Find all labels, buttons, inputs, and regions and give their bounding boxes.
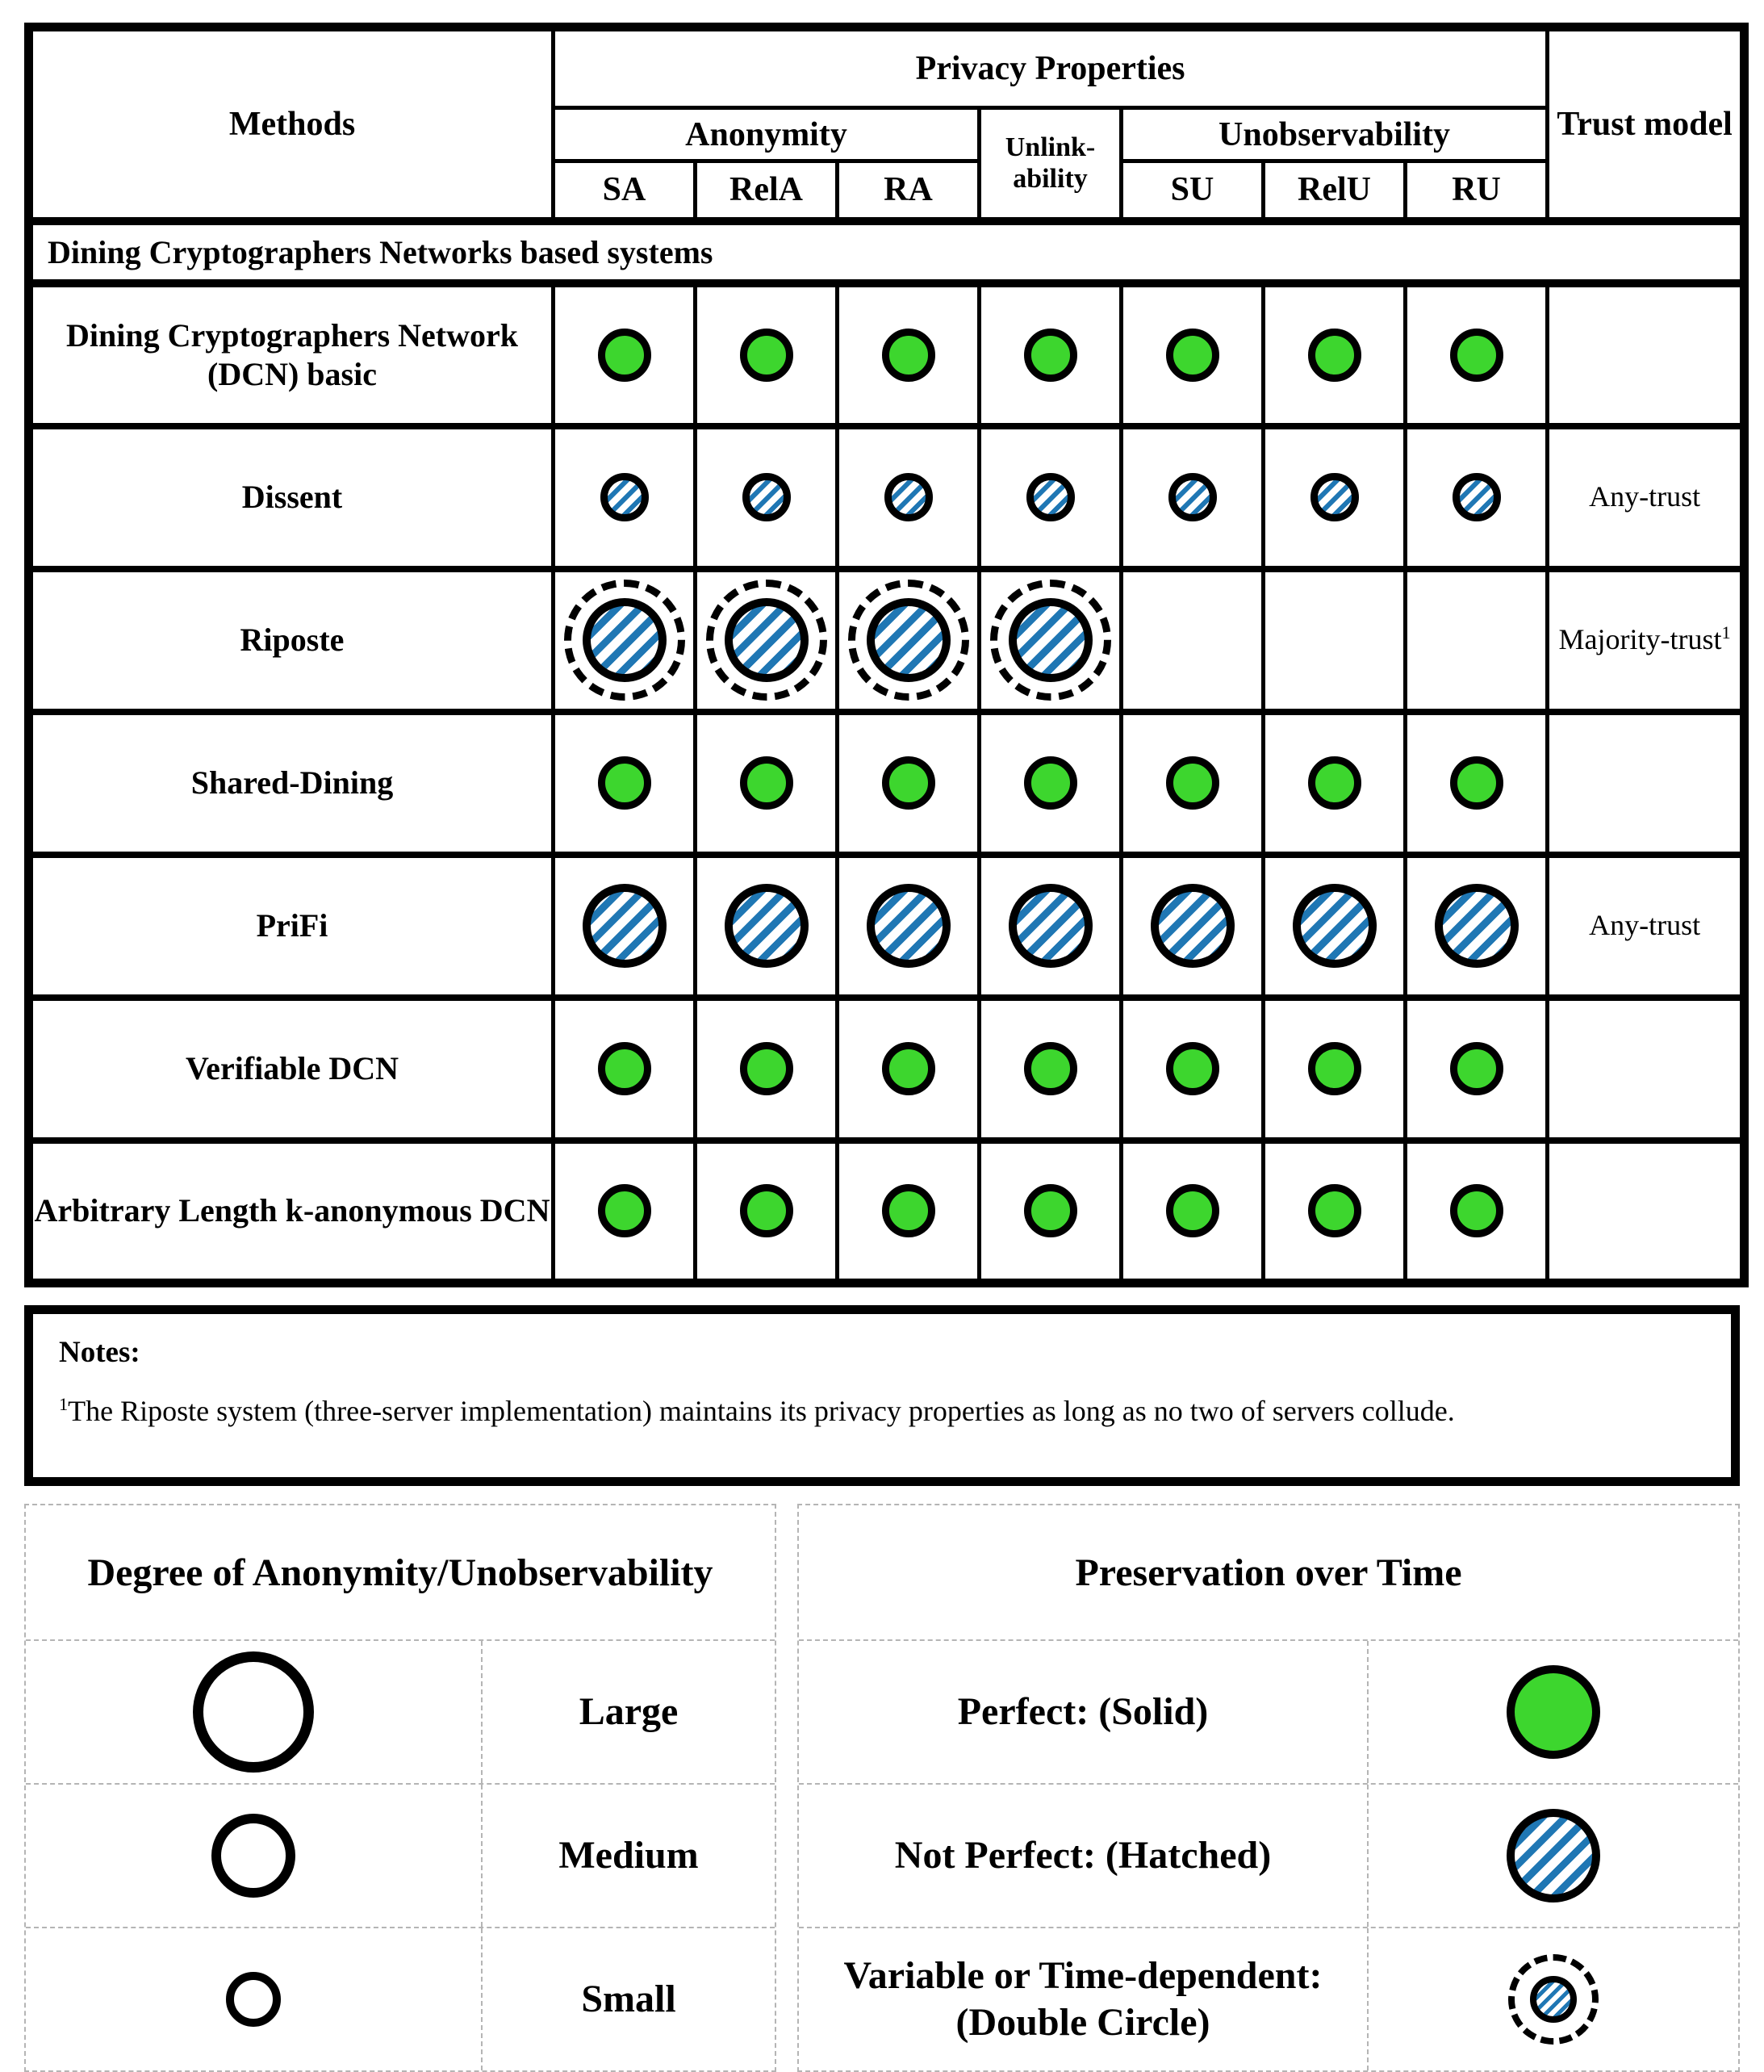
note-body: The Riposte system (three-server implementation) maintains its privacy properties as long as no two of servers collude. — [68, 1395, 1455, 1427]
rating-cell — [696, 712, 838, 855]
note-text — [59, 1394, 1705, 1428]
solid-circle-icon — [1450, 1042, 1503, 1095]
hatched-circle-icon — [1293, 884, 1377, 968]
legend-item-row — [799, 1783, 1738, 1927]
solid-circle-icon — [882, 329, 935, 382]
hatched-circle-icon — [742, 473, 791, 521]
hatched-circle-icon — [884, 473, 933, 521]
hatched-circle-icon — [1310, 473, 1359, 521]
trust-model-cell — [1548, 712, 1745, 855]
hatched-circle-icon — [867, 884, 951, 968]
hatched-circle-icon — [1507, 1809, 1600, 1902]
rating-cell — [696, 426, 838, 569]
hatched-circle-icon — [1009, 884, 1093, 968]
legend-preservation-title: Preservation over Time — [1075, 1551, 1462, 1594]
medium-circle-icon — [211, 1814, 295, 1898]
rating-cell — [554, 712, 696, 855]
rating-cell — [554, 283, 696, 426]
trust-model-value: Any-trust — [1589, 909, 1701, 942]
solid-circle-icon — [1166, 1184, 1219, 1237]
table-row — [29, 283, 1745, 426]
trust-model-header: Trust model — [1548, 27, 1745, 221]
rating-cell — [696, 283, 838, 426]
legend-item-row — [26, 1783, 775, 1927]
rating-cell — [980, 569, 1122, 712]
trust-model-cell — [1548, 569, 1745, 712]
trust-model-cell — [1548, 998, 1745, 1141]
solid-circle-icon — [1166, 756, 1219, 810]
rating-cell — [1122, 569, 1264, 712]
rating-cell — [980, 712, 1122, 855]
method-name-cell: Arbitrary Length k-anonymous DCN — [29, 1141, 554, 1283]
legend-degree-panel — [24, 1504, 776, 2072]
legend-label: Medium — [558, 1834, 699, 1877]
col-header-ru: RU — [1406, 161, 1548, 221]
rating-cell — [1122, 1141, 1264, 1283]
col-header-relu: RelU — [1264, 161, 1406, 221]
solid-circle-icon — [1308, 1042, 1361, 1095]
rating-cell — [1406, 1141, 1548, 1283]
rating-cell — [1264, 426, 1406, 569]
legend-item-row — [26, 1927, 775, 2070]
trust-model-value: Any-trust — [1589, 480, 1701, 513]
trust-model-value: Majority-trust — [1558, 623, 1722, 656]
legend-icon-cell — [26, 1928, 483, 2070]
col-header-su: SU — [1122, 161, 1264, 221]
unobservability-header: Unobservability — [1122, 108, 1548, 161]
rating-cell — [980, 426, 1122, 569]
rating-cell — [696, 1141, 838, 1283]
legend — [24, 1504, 1740, 2072]
rating-cell — [838, 569, 980, 712]
unlinkability-header: Unlink-ability — [980, 108, 1122, 221]
solid-circle-icon — [598, 756, 651, 810]
legend-icon-cell — [1369, 1785, 1738, 1927]
rating-cell — [1122, 855, 1264, 998]
rating-cell — [1122, 712, 1264, 855]
rating-cell — [1122, 283, 1264, 426]
legend-label: Not Perfect: (Hatched) — [799, 1785, 1369, 1927]
rating-cell — [838, 426, 980, 569]
rating-cell — [1264, 569, 1406, 712]
method-name-cell: Shared-Dining — [29, 712, 554, 855]
solid-circle-icon — [1024, 1042, 1077, 1095]
solid-circle-icon — [1024, 329, 1077, 382]
solid-circle-icon — [882, 1184, 935, 1237]
rating-cell — [554, 569, 696, 712]
rating-cell — [1264, 998, 1406, 1141]
solid-circle-icon — [1450, 329, 1503, 382]
comparison-table — [24, 23, 1749, 1287]
rating-cell — [838, 283, 980, 426]
rating-cell — [1406, 426, 1548, 569]
legend-icon-cell — [1369, 1928, 1738, 2070]
rating-cell — [554, 998, 696, 1141]
note-superscript: 1 — [59, 1394, 69, 1414]
rating-cell — [838, 1141, 980, 1283]
rating-cell — [980, 998, 1122, 1141]
section-header: Dining Cryptographers Networks based systems — [29, 221, 1745, 283]
hatched-circle-icon — [1009, 598, 1093, 682]
legend-icon-cell — [26, 1785, 483, 1927]
rating-cell — [1406, 998, 1548, 1141]
small-circle-icon — [226, 1972, 281, 2027]
section-header-row — [29, 221, 1745, 283]
rating-cell — [980, 855, 1122, 998]
trust-model-cell — [1548, 855, 1745, 998]
hatched-circle-icon — [725, 598, 809, 682]
rating-cell — [1406, 712, 1548, 855]
rating-cell — [696, 569, 838, 712]
legend-icon-cell — [1369, 1641, 1738, 1783]
rating-cell — [838, 712, 980, 855]
method-name-cell: Riposte — [29, 569, 554, 712]
legend-item-row — [799, 1927, 1738, 2070]
rating-cell — [838, 855, 980, 998]
trust-superscript: 1 — [1721, 622, 1731, 643]
hatched-circle-icon — [1151, 884, 1235, 968]
method-name-cell: Dissent — [29, 426, 554, 569]
double-circle-icon — [990, 580, 1111, 701]
rating-cell — [1264, 855, 1406, 998]
rating-cell — [980, 283, 1122, 426]
col-header-ra: RA — [838, 161, 980, 221]
table-row — [29, 569, 1745, 712]
solid-circle-icon — [1308, 1184, 1361, 1237]
rating-cell — [554, 1141, 696, 1283]
table-row — [29, 712, 1745, 855]
legend-degree-title: Degree of Anonymity/Unobservability — [87, 1551, 713, 1594]
solid-circle-icon — [1450, 756, 1503, 810]
rating-cell — [1406, 283, 1548, 426]
solid-circle-icon — [1024, 1184, 1077, 1237]
privacy-properties-header: Privacy Properties — [554, 27, 1548, 108]
solid-circle-icon — [1024, 756, 1077, 810]
legend-label: Perfect: (Solid) — [799, 1641, 1369, 1783]
method-name-cell: PriFi — [29, 855, 554, 998]
legend-item-row — [26, 1639, 775, 1783]
double-circle-icon — [564, 580, 685, 701]
double-circle-icon — [706, 580, 827, 701]
solid-circle-icon — [740, 1042, 793, 1095]
hatched-circle-icon — [1026, 473, 1075, 521]
legend-label: Variable or Time-dependent: (Double Circle) — [799, 1928, 1369, 2070]
hatched-circle-icon — [583, 884, 667, 968]
hatched-circle-icon — [1435, 884, 1519, 968]
rating-cell — [1406, 569, 1548, 712]
solid-circle-icon — [598, 1042, 651, 1095]
table-row — [29, 1141, 1745, 1283]
rating-cell — [980, 1141, 1122, 1283]
double-circle-icon — [1508, 1954, 1599, 2045]
method-name-cell: Dining Cryptographers Network (DCN) basic — [29, 283, 554, 426]
rating-cell — [1264, 283, 1406, 426]
solid-circle-icon — [1166, 1042, 1219, 1095]
table-row — [29, 855, 1745, 998]
legend-icon-cell — [26, 1641, 483, 1783]
notes-label: Notes: — [59, 1336, 140, 1369]
solid-circle-icon — [882, 756, 935, 810]
trust-model-cell — [1548, 426, 1745, 569]
solid-circle-icon — [1308, 756, 1361, 810]
anonymity-header: Anonymity — [554, 108, 980, 161]
solid-circle-icon — [1166, 329, 1219, 382]
legend-item-row — [799, 1639, 1738, 1783]
solid-circle-icon — [740, 329, 793, 382]
page — [24, 0, 1740, 2072]
table-row — [29, 998, 1745, 1141]
solid-circle-icon — [598, 329, 651, 382]
rating-cell — [838, 998, 980, 1141]
table-row — [29, 426, 1745, 569]
hatched-circle-icon — [1168, 473, 1217, 521]
solid-circle-icon — [882, 1042, 935, 1095]
solid-circle-icon — [598, 1184, 651, 1237]
double-circle-icon — [848, 580, 969, 701]
notes-box — [24, 1305, 1740, 1486]
legend-label: Large — [579, 1690, 679, 1734]
rating-cell — [1264, 1141, 1406, 1283]
hatched-circle-icon — [1453, 473, 1501, 521]
solid-circle-icon — [1308, 329, 1361, 382]
solid-circle-icon — [1450, 1184, 1503, 1237]
rating-cell — [554, 426, 696, 569]
solid-circle-icon — [1507, 1665, 1600, 1759]
hatched-circle-icon — [600, 473, 649, 521]
hatched-circle-icon — [725, 884, 809, 968]
hatched-circle-icon — [867, 598, 951, 682]
rating-cell — [696, 998, 838, 1141]
col-header-rela: RelA — [696, 161, 838, 221]
rating-cell — [554, 855, 696, 998]
rating-cell — [1406, 855, 1548, 998]
rating-cell — [696, 855, 838, 998]
solid-circle-icon — [740, 756, 793, 810]
large-circle-icon — [193, 1651, 314, 1773]
solid-circle-icon — [740, 1184, 793, 1237]
trust-model-cell — [1548, 1141, 1745, 1283]
rating-cell — [1122, 998, 1264, 1141]
legend-label: Small — [581, 1978, 676, 2021]
hatched-circle-icon — [1530, 1976, 1577, 2023]
hatched-circle-icon — [583, 598, 667, 682]
trust-model-cell — [1548, 283, 1745, 426]
rating-cell — [1264, 712, 1406, 855]
legend-preservation-panel — [797, 1504, 1740, 2072]
methods-header: Methods — [29, 27, 554, 221]
col-header-sa: SA — [554, 161, 696, 221]
method-name-cell: Verifiable DCN — [29, 998, 554, 1141]
rating-cell — [1122, 426, 1264, 569]
